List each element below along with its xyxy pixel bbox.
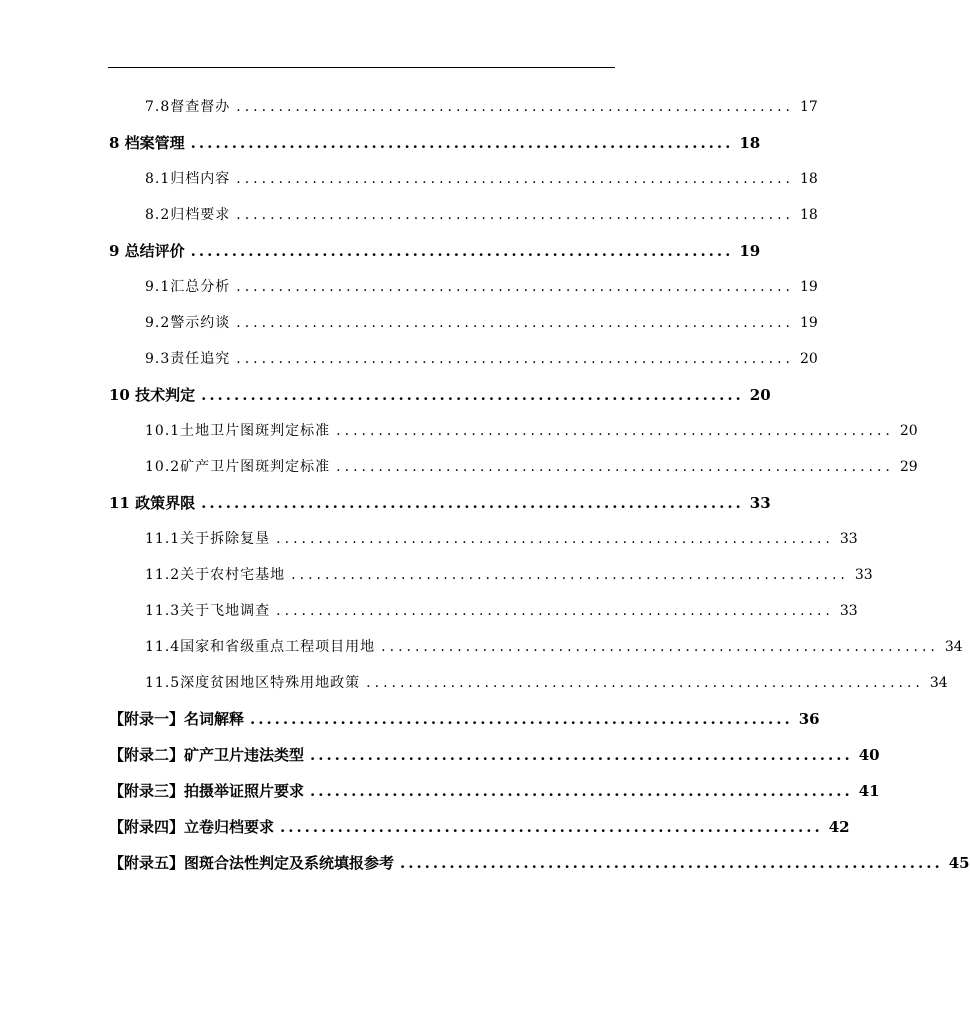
toc-entry-label: 10.1土地卫片图斑判定标准 xyxy=(145,423,331,439)
toc-page-number: 33 xyxy=(839,603,858,619)
toc-entry-label: 【附录三】拍摄举证照片要求 xyxy=(109,782,305,800)
toc-dot-leader: .................................................................. xyxy=(190,242,734,260)
toc-dot-leader: .................................................................. xyxy=(291,567,849,583)
toc-page-number: 33 xyxy=(749,494,771,512)
toc-page-number: 33 xyxy=(854,567,873,583)
toc-entry-11-2[interactable] xyxy=(145,563,873,587)
toc-page-number: 18 xyxy=(799,207,818,223)
toc-dot-leader: .................................................................. xyxy=(366,675,924,691)
toc-entry-9-2[interactable] xyxy=(145,311,818,335)
toc-dot-leader: .................................................................. xyxy=(236,171,794,187)
toc-entry-label: 【附录四】立卷归档要求 xyxy=(109,818,275,836)
toc-entry-label: 11.1关于拆除复垦 xyxy=(145,531,271,547)
toc-entry-11[interactable] xyxy=(109,491,771,515)
toc-page-number: 33 xyxy=(839,531,858,547)
toc-entry-appendix-5[interactable] xyxy=(109,851,970,875)
toc-dot-leader: .................................................................. xyxy=(236,315,794,331)
toc-dot-leader: .................................................................. xyxy=(201,494,744,512)
toc-entry-10-1[interactable] xyxy=(145,419,918,443)
toc-page-number: 18 xyxy=(739,134,761,152)
toc-entry-8-2[interactable] xyxy=(145,203,818,227)
toc-dot-leader: .................................................................. xyxy=(310,782,853,800)
toc-dot-leader: .................................................................. xyxy=(276,531,834,547)
toc-entry-label: 11.4国家和省级重点工程项目用地 xyxy=(145,639,376,655)
toc-entry-appendix-1[interactable] xyxy=(109,707,820,731)
toc-entry-9[interactable] xyxy=(109,239,761,263)
toc-page-number: 19 xyxy=(739,242,761,260)
toc-entry-appendix-3[interactable] xyxy=(109,779,880,803)
toc-dot-leader: .................................................................. xyxy=(276,603,834,619)
toc-dot-leader: .................................................................. xyxy=(400,854,943,872)
toc-entry-label: 10.2矿产卫片图斑判定标准 xyxy=(145,459,331,475)
toc-page-number: 40 xyxy=(858,746,880,764)
toc-page-number: 41 xyxy=(858,782,880,800)
toc-entry-11-4[interactable] xyxy=(145,635,963,659)
toc-dot-leader: .................................................................. xyxy=(236,207,794,223)
toc-entry-label: 8 档案管理 xyxy=(109,134,185,152)
toc-entry-label: 【附录一】名词解释 xyxy=(109,710,245,728)
toc-page-number: 34 xyxy=(929,675,948,691)
toc-dot-leader: .................................................................. xyxy=(236,99,794,115)
toc-entry-label: 9.1汇总分析 xyxy=(145,279,231,295)
toc-page-number: 17 xyxy=(799,99,818,115)
toc-entry-9-1[interactable] xyxy=(145,275,818,299)
toc-dot-leader: .................................................................. xyxy=(280,818,823,836)
toc-entry-8-1[interactable] xyxy=(145,167,818,191)
toc-entry-label: 8.1归档内容 xyxy=(145,171,231,187)
toc-entry-11-1[interactable] xyxy=(145,527,858,551)
toc-entry-label: 7.8督查督办 xyxy=(145,99,231,115)
toc-entry-11-3[interactable] xyxy=(145,599,858,623)
toc-entry-label: 11.3关于飞地调查 xyxy=(145,603,271,619)
toc-dot-leader: .................................................................. xyxy=(381,639,939,655)
toc-page-number: 19 xyxy=(799,315,818,331)
toc-entry-label: 8.2归档要求 xyxy=(145,207,231,223)
toc-entry-8[interactable] xyxy=(109,131,761,155)
toc-entry-11-5[interactable] xyxy=(145,671,948,695)
toc-entry-10-2[interactable] xyxy=(145,455,918,479)
toc-page-number: 42 xyxy=(828,818,850,836)
toc-page-number: 34 xyxy=(944,639,963,655)
toc-page-number: 20 xyxy=(799,351,818,367)
toc-page-number: 29 xyxy=(899,459,918,475)
toc-entry-10[interactable] xyxy=(109,383,771,407)
toc-entry-label: 11 政策界限 xyxy=(109,494,196,512)
toc-entry-label: 【附录五】图斑合法性判定及系统填报参考 xyxy=(109,854,395,872)
toc-page-number: 19 xyxy=(799,279,818,295)
toc-dot-leader: .................................................................. xyxy=(336,459,894,475)
toc-entry-label: 9.3责任追究 xyxy=(145,351,231,367)
toc-page-number: 20 xyxy=(749,386,771,404)
toc-dot-leader: .................................................................. xyxy=(336,423,894,439)
toc-entry-9-3[interactable] xyxy=(145,347,818,371)
toc-entry-label: 11.5深度贫困地区特殊用地政策 xyxy=(145,675,361,691)
toc-dot-leader: .................................................................. xyxy=(236,279,794,295)
toc-entry-label: 10 技术判定 xyxy=(109,386,196,404)
toc-page-number: 45 xyxy=(948,854,970,872)
toc-dot-leader: .................................................................. xyxy=(236,351,794,367)
toc-entry-appendix-4[interactable] xyxy=(109,815,850,839)
toc-entry-label: 11.2关于农村宅基地 xyxy=(145,567,286,583)
toc-page-number: 20 xyxy=(899,423,918,439)
toc-dot-leader: .................................................................. xyxy=(310,746,853,764)
toc-page-number: 36 xyxy=(798,710,820,728)
toc-entry-7-8[interactable] xyxy=(145,95,818,119)
toc-dot-leader: .................................................................. xyxy=(190,134,734,152)
toc-entry-label: 【附录二】矿产卫片违法类型 xyxy=(109,746,305,764)
toc-dot-leader: .................................................................. xyxy=(201,386,744,404)
toc-page-number: 18 xyxy=(799,171,818,187)
toc-entry-label: 9.2警示约谈 xyxy=(145,315,231,331)
toc-dot-leader: .................................................................. xyxy=(250,710,793,728)
toc-entry-label: 9 总结评价 xyxy=(109,242,185,260)
toc-entry-appendix-2[interactable] xyxy=(109,743,880,767)
